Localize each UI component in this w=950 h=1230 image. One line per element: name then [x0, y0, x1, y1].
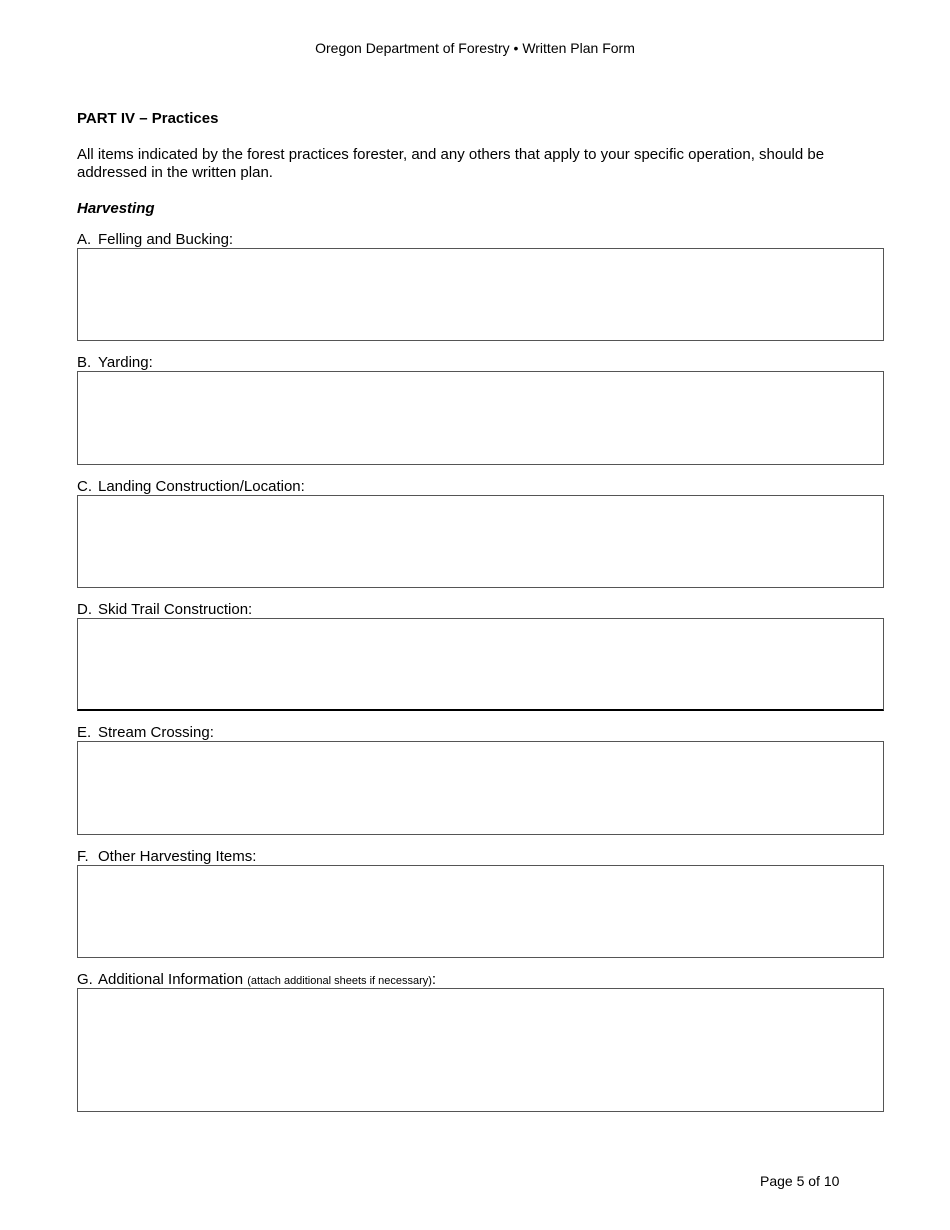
- field-additional-information: [77, 972, 884, 1112]
- field-landing-construction-location: [77, 479, 884, 588]
- page-header: Oregon Department of Forestry • Written Plan Form: [315, 40, 635, 56]
- field-label: [77, 602, 884, 618]
- page-number: Page 5 of 10: [760, 1173, 840, 1189]
- field-label-text: Felling and Bucking:: [98, 231, 234, 248]
- field-other-harvesting-items: [77, 849, 884, 958]
- field-label: [77, 972, 884, 988]
- stream-crossing-input[interactable]: [77, 741, 884, 835]
- field-label-text: Stream Crossing:: [98, 724, 214, 741]
- landing-construction-location-input[interactable]: [77, 495, 884, 588]
- field-label: [77, 725, 884, 741]
- field-letter: F.: [77, 848, 89, 865]
- field-label-text: Other Harvesting Items:: [98, 848, 257, 865]
- field-label: [77, 355, 884, 371]
- yarding-input[interactable]: [77, 371, 884, 465]
- intro-text: All items indicated by the forest practices forester, and any others that apply to your specific operation, should be addressed in the written plan.: [77, 146, 825, 181]
- part-title: PART IV – Practices: [77, 110, 219, 127]
- field-letter: A.: [77, 231, 92, 248]
- field-label-text: Additional Information: [98, 971, 244, 988]
- field-label-suffix: :: [431, 971, 437, 988]
- field-label: [77, 849, 884, 865]
- field-letter: E.: [77, 724, 92, 741]
- additional-information-input[interactable]: [77, 988, 884, 1112]
- section-heading-harvesting: Harvesting: [77, 200, 155, 217]
- felling-and-bucking-input[interactable]: [77, 248, 884, 341]
- field-stream-crossing: [77, 725, 884, 835]
- field-felling-and-bucking: [77, 232, 884, 341]
- other-harvesting-items-input[interactable]: [77, 865, 884, 958]
- field-letter: C.: [77, 478, 92, 495]
- field-note: (attach additional sheets if necessary): [247, 975, 432, 987]
- field-letter: B.: [77, 354, 92, 371]
- field-label: [77, 479, 884, 495]
- field-label-text: Yarding:: [98, 354, 153, 371]
- field-label: [77, 232, 884, 248]
- field-label-text: Skid Trail Construction:: [98, 601, 253, 618]
- field-skid-trail-construction: [77, 602, 884, 711]
- skid-trail-construction-input[interactable]: [77, 618, 884, 711]
- field-label-text: Landing Construction/Location:: [98, 478, 305, 495]
- field-letter: G.: [77, 971, 93, 988]
- field-letter: D.: [77, 601, 92, 618]
- field-yarding: [77, 355, 884, 465]
